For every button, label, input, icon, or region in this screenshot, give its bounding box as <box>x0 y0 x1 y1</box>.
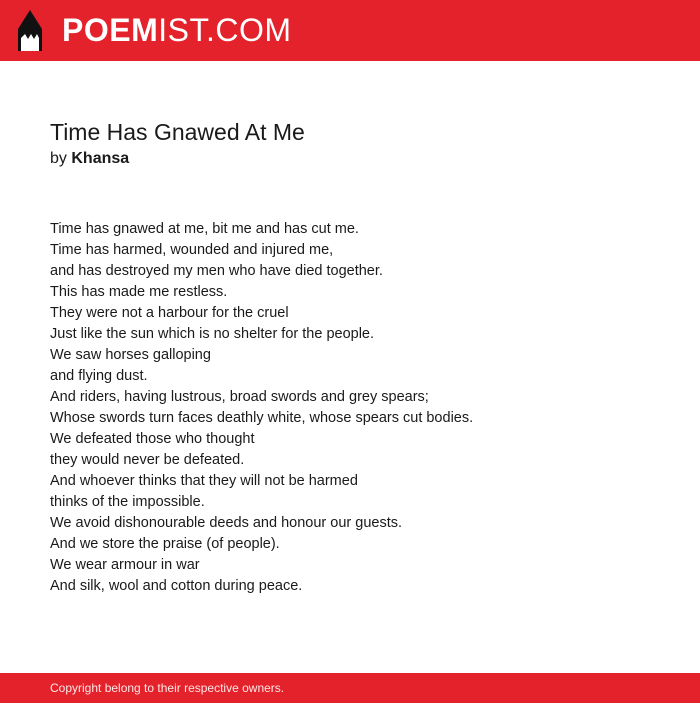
poem-line: And we store the praise (of people). <box>50 536 280 552</box>
site-logo-text[interactable] <box>62 12 292 48</box>
poem-body <box>50 219 473 597</box>
poem-line: We avoid dishonourable deeds and honour our guests. <box>50 515 403 531</box>
poem-line: Whose swords turn faces deathly white, whose spears cut bodies. <box>50 410 474 426</box>
by-label: by <box>50 150 67 167</box>
site-header <box>0 0 700 61</box>
site-name-light: IST.COM <box>158 12 292 48</box>
poem-title: Time Has Gnawed At Me <box>50 119 305 145</box>
site-footer <box>0 673 700 703</box>
poem-author: Khansa <box>71 150 130 167</box>
poem-line: Time has harmed, wounded and injured me, <box>50 242 334 258</box>
poem-line: Time has gnawed at me, bit me and has cut me. <box>50 221 359 237</box>
site-name-bold: POEM <box>62 12 159 48</box>
copyright-text: Copyright belong to their respective owners. <box>50 681 285 695</box>
poem-line: and has destroyed my men who have died together. <box>50 263 383 279</box>
poem-line: And whoever thinks that they will not be harmed <box>50 473 358 489</box>
poem-line: thinks of the impossible. <box>50 494 205 510</box>
poem-line: And riders, having lustrous, broad swords and grey spears; <box>50 389 429 405</box>
poem-line: And silk, wool and cotton during peace. <box>50 578 303 594</box>
poem-line: This has made me restless. <box>50 284 228 300</box>
poem-line: they would never be defeated. <box>50 452 245 468</box>
poem-byline <box>50 149 129 169</box>
poem-line: We saw horses galloping <box>50 347 211 363</box>
poem-line: and flying dust. <box>50 368 148 384</box>
poem-line: They were not a harbour for the cruel <box>50 305 289 321</box>
pencil-icon[interactable] <box>18 10 42 51</box>
poem-line: We wear armour in war <box>50 557 200 573</box>
poem-line: Just like the sun which is no shelter for the people. <box>50 326 375 342</box>
poem-line: We defeated those who thought <box>50 431 255 447</box>
